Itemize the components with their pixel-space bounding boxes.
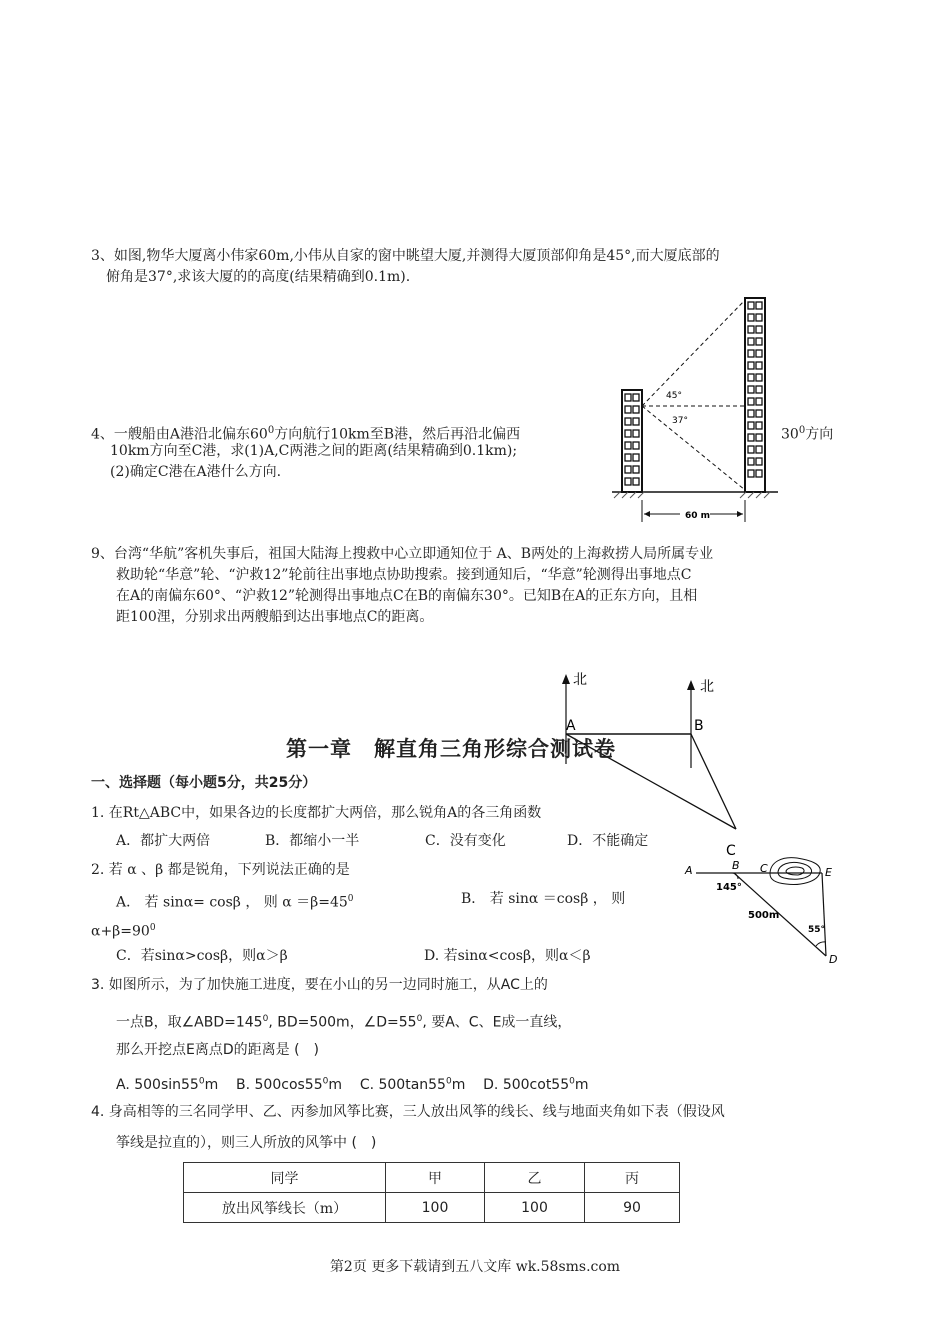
test-q3-option-a-sup: 0 xyxy=(198,1076,205,1086)
small-building xyxy=(622,390,642,492)
angle-37-label: 37° xyxy=(672,416,688,426)
q4-line1-mid: 方向航行10km至B港，然后再沿北偏西 xyxy=(274,426,521,443)
test-q4-line1: 4. 身高相等的三名同学甲、乙、丙参加风筝比赛，三人放出风筝的线长、线与地面夹角如下表（假设风 xyxy=(91,1104,725,1120)
test-q3-options xyxy=(116,1071,589,1096)
test-q3-line3: 那么开挖点E离点D的距离是 ( ) xyxy=(116,1042,319,1058)
test-q3-option-a-text: A. 500sin55 xyxy=(116,1076,199,1093)
section-heading: 一、选择题（每小题5分，共25分） xyxy=(91,775,317,791)
test-q3-option-a xyxy=(116,1077,218,1093)
test-q2-option-b-cont xyxy=(91,918,156,943)
test-q3-line2 xyxy=(116,1009,571,1034)
q4-line3: (2)确定C港在A港什么方向. xyxy=(110,464,282,480)
q4-line2: 10km方向至C港，求(1)A,C两港之间的距离(结果精确到0.1km); xyxy=(110,443,518,459)
mountain-point-d: D xyxy=(829,953,838,966)
angle-45-label: 45° xyxy=(666,391,682,401)
point-b-label: B xyxy=(694,718,704,734)
test-q1-option-d: D．不能确定 xyxy=(567,833,649,849)
q4-direction: 方向 xyxy=(805,426,834,443)
test-q2-option-a-sup: 0 xyxy=(347,894,354,904)
distance-60m-label: 60 m xyxy=(685,511,711,521)
test-q3-line2-a: 一点B，取∠ABD=145 xyxy=(116,1014,263,1031)
table-cell: 放出风筝线长（m） xyxy=(184,1193,386,1223)
test-q3-option-c-sup: 0 xyxy=(445,1076,452,1086)
test-q3-option-c xyxy=(360,1077,466,1093)
test-q3-line1: 3. 如图所示，为了加快施工进度，要在小山的另一边同时施工，从AC上的 xyxy=(91,977,548,993)
mountain-angle-55: 55° xyxy=(808,925,826,935)
test-q2-option-b-sup: 0 xyxy=(149,923,156,933)
table-cell: 90 xyxy=(585,1193,680,1223)
test-q3-line2-c: , 要A、C、E成一直线， xyxy=(422,1014,572,1031)
test-q2-option-c: C．若sinα>cosβ，则α＞β xyxy=(116,948,288,964)
table-header-cell: 丙 xyxy=(585,1163,680,1193)
q4-degree-sup2: 0 xyxy=(798,425,806,436)
test-q3-option-d-unit: m xyxy=(574,1076,589,1093)
test-q2-option-a xyxy=(116,889,354,914)
mountain-point-e: E xyxy=(825,866,832,879)
test-q1-stem: 1. 在Rt△ABC中，如果各边的长度都扩大两倍，那么锐角A的各三角函数 xyxy=(91,805,542,821)
test-q2-option-d: D. 若sinα<cosβ，则α＜β xyxy=(424,948,591,964)
test-q2-option-b: B． 若 sinα ＝cosβ ， 则 xyxy=(461,891,626,907)
test-q3-option-d-text: D. 500cot55 xyxy=(483,1076,570,1093)
test-q3-option-b-unit: m xyxy=(328,1076,342,1093)
mountain-point-b: B xyxy=(732,859,740,872)
test-q1-option-c: C．没有变化 xyxy=(425,833,506,849)
mountain-point-c: C xyxy=(760,862,768,875)
mountain-point-a: A xyxy=(685,864,693,877)
test-q3-option-b-text: B. 500cos55 xyxy=(236,1076,323,1093)
test-q3-line2-sup1: 0 xyxy=(262,1014,269,1024)
q9-line2: 救助轮“华意”轮、“沪救12”轮前往出事地点协助搜索。接到通知后，“华意”轮测得出事地点C xyxy=(116,567,692,583)
q4-angle-30: 30 xyxy=(781,426,799,443)
mountain-angle-145: 145° xyxy=(716,882,742,893)
table-cell: 100 xyxy=(485,1193,585,1223)
table-header-cell: 甲 xyxy=(386,1163,485,1193)
q3-line2: 俯角是37°,求该大厦的的高度(结果精确到0.1m). xyxy=(106,269,411,285)
test-q2-option-a-text: A． 若 sinα= cosβ ， 则 α ＝β=45 xyxy=(116,894,348,911)
test-q3-option-d-sup: 0 xyxy=(569,1076,575,1086)
table-cell: 100 xyxy=(386,1193,485,1223)
test-title: 第一章 解直角三角形综合测试卷 xyxy=(286,737,616,761)
table-row xyxy=(184,1193,680,1223)
north-label-b: 北 xyxy=(700,679,714,695)
test-q3-option-d xyxy=(483,1077,588,1093)
test-q3-option-b xyxy=(236,1077,342,1093)
q9-line3: 在A的南偏东60°、“沪救12”轮测得出事地点C在B的南偏东30°。已知B在A的正东方向，且相 xyxy=(116,588,698,604)
test-q1-option-b: B．都缩小一半 xyxy=(265,833,360,849)
q4-degree-sup1: 0 xyxy=(267,425,275,436)
mountain-figure xyxy=(682,852,842,970)
test-q3-option-a-unit: m xyxy=(204,1076,219,1093)
q4-line1-start: 4、一艘船由A港沿北偏东60 xyxy=(91,426,268,443)
table-header-row xyxy=(184,1163,680,1193)
test-q3-line2-sup2: 0 xyxy=(416,1014,423,1024)
table-header-cell: 乙 xyxy=(485,1163,585,1193)
table-header-cell: 同学 xyxy=(184,1163,386,1193)
test-q3-option-c-text: C. 500tan55 xyxy=(359,1076,446,1093)
building-figure xyxy=(600,292,780,524)
test-q2-option-b-cont-text: α+β=90 xyxy=(91,923,150,940)
test-q1-option-a: A．都扩大两倍 xyxy=(116,833,211,849)
q9-line4: 距100浬，分别求出两艘船到达出事地点C的距离。 xyxy=(116,609,434,625)
point-c-label: C xyxy=(726,843,736,859)
q3-line1: 3、如图,物华大厦离小伟家60m,小伟从自家的窗中眺望大厦,并测得大厦顶部仰角是45°,而大厦底部的 xyxy=(91,248,720,264)
q4-line1-tail xyxy=(781,420,833,446)
test-q4-line2: 筝线是拉直的），则三人所放的风筝中 ( ) xyxy=(116,1135,377,1151)
kite-table xyxy=(183,1162,680,1223)
q9-line1: 9、台湾“华航”客机失事后，祖国大陆海上搜救中心立即通知位于 A、B两处的上海救捞人局所属专业 xyxy=(91,546,714,562)
point-a-label: A xyxy=(566,718,576,734)
north-label-a: 北 xyxy=(573,672,587,688)
page-footer: 第2页 更多下载请到五八文库 wk.58sms.com xyxy=(329,1259,621,1275)
test-q3-line2-b: , BD=500m，∠D=55 xyxy=(268,1014,417,1031)
test-q3-option-c-unit: m xyxy=(451,1076,466,1093)
mountain-length-500m: 500m xyxy=(748,910,780,921)
test-q3-option-b-sup: 0 xyxy=(322,1076,329,1086)
test-q2-stem: 2. 若 α 、β 都是锐角，下列说法正确的是 xyxy=(91,862,350,878)
